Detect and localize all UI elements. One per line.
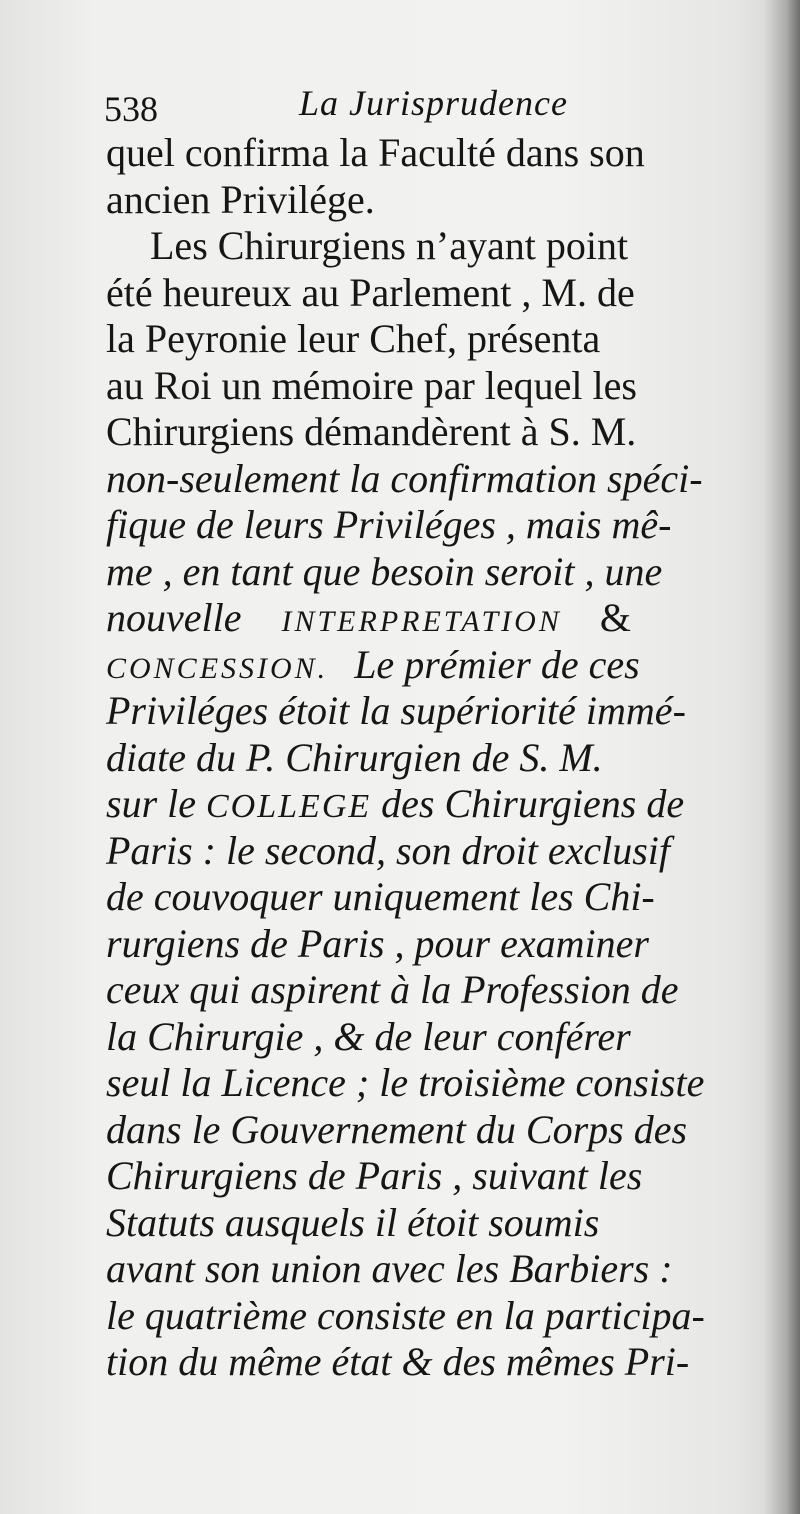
running-title: La Jurisprudence [299, 83, 568, 123]
text-line: dans le Gouvernement du Corps des [106, 1106, 688, 1152]
text-line: au Roi un mémoire par lequel les [106, 362, 637, 408]
text-line: non-seulement la confirmation spéci- [106, 455, 703, 501]
text-line: la Chirurgie , & de leur conférer [106, 1013, 631, 1059]
word-nouvelle: nouvelle [106, 595, 242, 640]
page-header [104, 82, 664, 132]
text-line: tion du même état & des mêmes Pri- [106, 1339, 690, 1384]
text-line: avant son union avec les Barbiers : [106, 1246, 673, 1291]
text-line: Chirurgiens de Paris , suivant les [106, 1153, 643, 1198]
small-caps-concession: CONCESSION. [106, 651, 329, 685]
text-line: la Peyronie leur Chef, présenta [106, 316, 601, 361]
text-line: rurgiens de Paris , pour examiner [106, 920, 649, 966]
ampersand: & [599, 595, 631, 640]
text-line: Priviléges étoit la supériorité immé- [106, 688, 686, 733]
paragraph-start-line: Les Chirurgiens n’ayant point [150, 223, 629, 268]
text-line: CONCESSION. Le prémier de ces [106, 641, 640, 687]
small-caps-interpretation: INTERPRETATION [281, 605, 562, 638]
text-line [106, 595, 746, 642]
text-line: Statuts ausquels il étoit soumis [106, 1199, 600, 1245]
text-line: me , en tant que besoin seroit , une [106, 548, 663, 594]
text-line: ancien Privilége. [106, 176, 375, 222]
text-line: seul la Licence ; le troisième consiste [106, 1060, 705, 1105]
text-line: été heureux au Parlement , M. de [106, 269, 635, 315]
text-line: diate du P. Chirurgien de S. M. [106, 734, 603, 780]
text-line: Chirurgiens démandèrent à S. M. [106, 409, 637, 454]
text-line: sur le COLLEGE des Chirurgiens de [106, 781, 685, 826]
text-line: de couvoquer uniquement les Chi- [106, 874, 655, 919]
text-line: quel confirma la Faculté dans son [106, 130, 645, 175]
small-caps-college: COLLEGE [206, 788, 372, 825]
text-line: ceux qui aspirent à la Profession de [106, 967, 679, 1012]
text-line: le quatrième consiste en la participa- [106, 1292, 705, 1338]
page-number: 538 [104, 89, 158, 129]
page-gutter-shadow [764, 0, 800, 1514]
text-line: fique de leurs Priviléges , mais mê- [106, 502, 672, 547]
body-text [106, 130, 746, 1386]
text-line: Paris : le second, son droit exclusif [106, 827, 670, 873]
